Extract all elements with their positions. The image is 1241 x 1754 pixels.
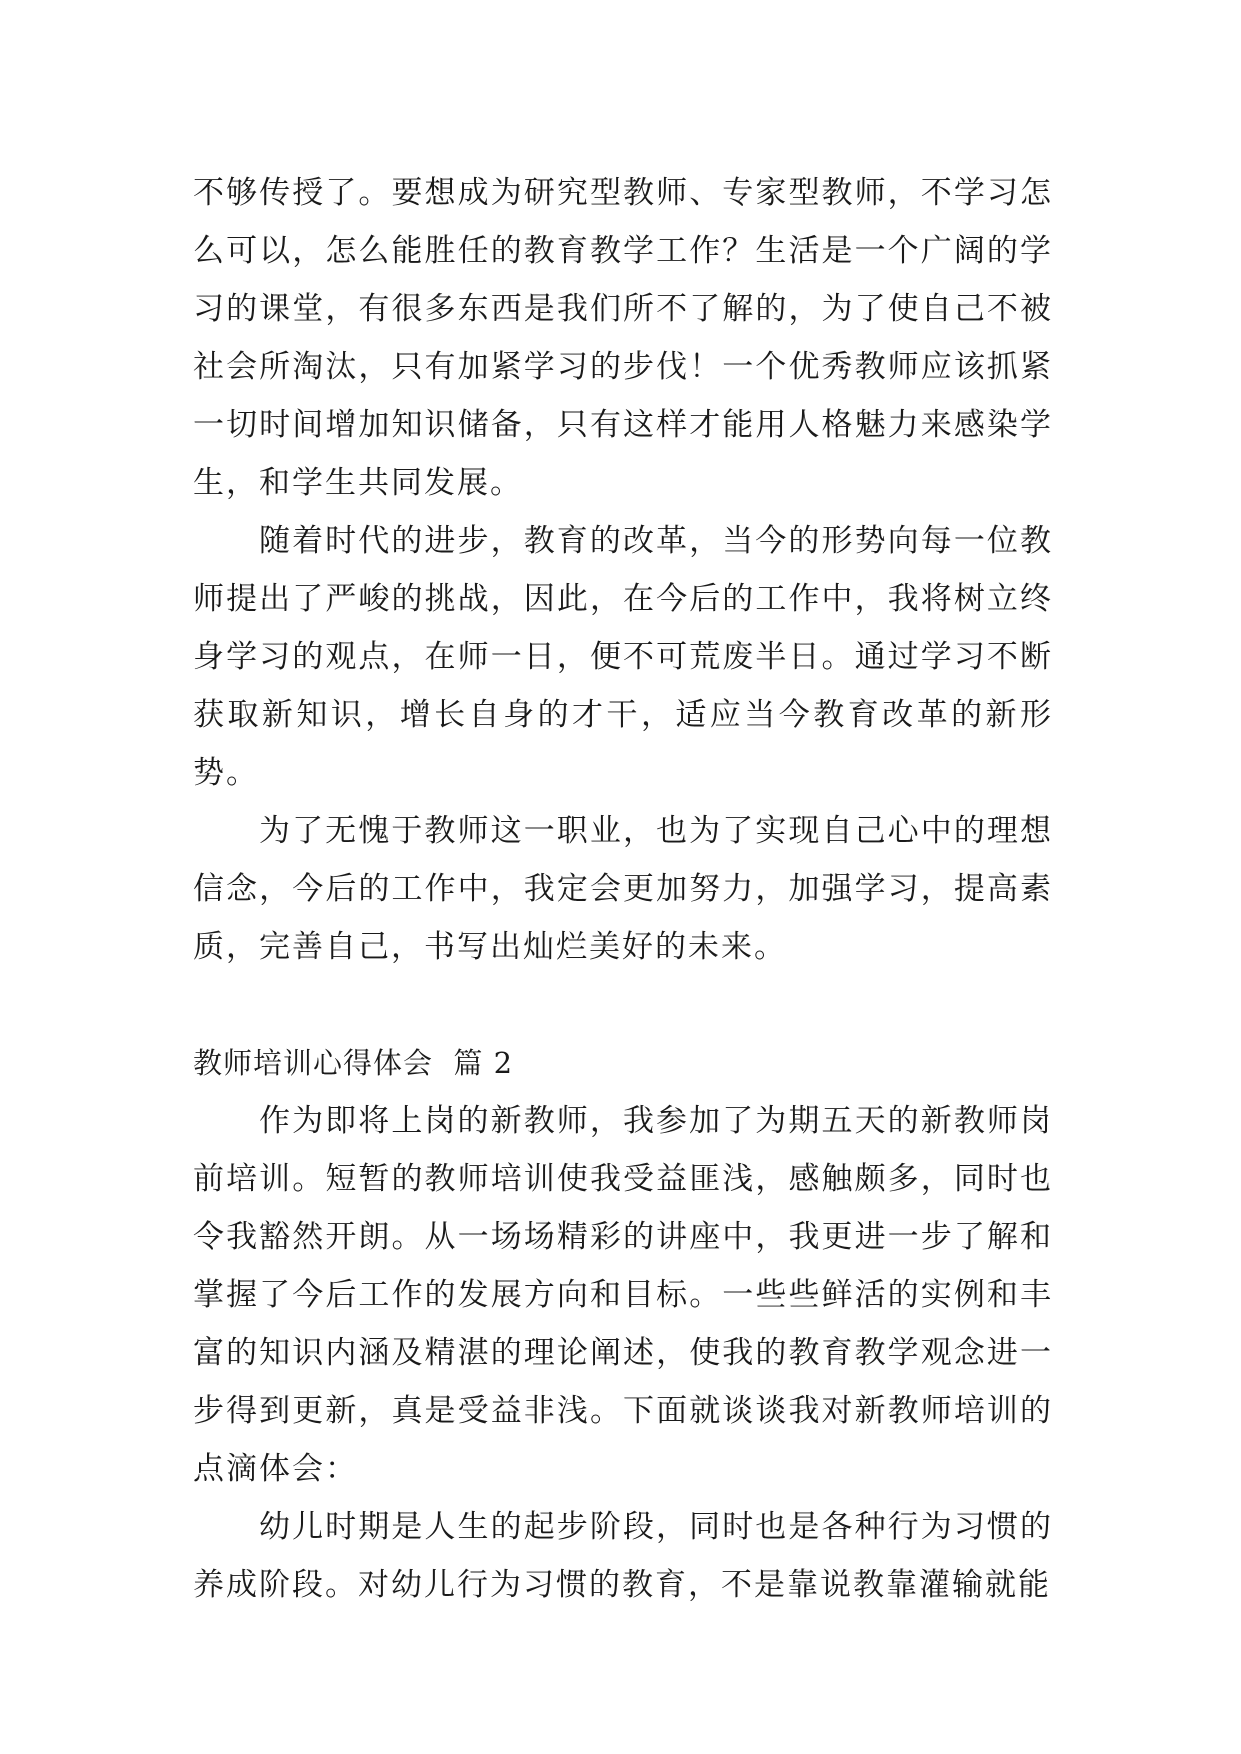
paragraph: 幼儿时期是人生的起步阶段，同时也是各种行为习惯的养成阶段。对幼儿行为习惯的教育，不是靠说教靠灌输就能 [193,1509,1053,1603]
paragraph: 随着时代的进步，教育的改革，当今的形势向每一位教师提出了严峻的挑战，因此，在今后的工作中，我将树立终身学习的观点，在师一日，便不可荒废半日。通过学习不断获取新知识，增长自身的才干，适应当今教育改革的新形势。 [193,523,1053,791]
paragraph: 作为即将上岗的新教师，我参加了为期五天的新教师岗前培训。短暂的教师培训使我受益匪浅，感触颇多，同时也令我豁然开朗。从一场场精彩的讲座中，我更进一步了解和掌握了今后工作的发展方向和目标。一些些鲜活的实例和丰富的知识内涵及精湛的理论阐述，使我的教育教学观念进一步得到更新，真是受益非浅。下面就谈谈我对新教师培训的点滴体会： [193,1103,1053,1487]
paragraph-continued: 不够传授了。要想成为研究型教师、专家型教师，不学习怎么可以，怎么能胜任的教育教学工作？生活是一个广阔的学习的课堂，有很多东西是我们所不了解的，为了使自己不被社会所淘汰，只有加紧学习的步伐！一个优秀教师应该抓紧一切时间增加知识储备，只有这样才能用人格魅力来感染学生，和学生共同发展。 [193,175,1053,501]
document-body [193,164,1053,1614]
paragraph: 为了无愧于教师这一职业，也为了实现自己心中的理想信念，今后的工作中，我定会更加努力，加强学习，提高素质，完善自己，书写出灿烂美好的未来。 [193,813,1053,965]
section-heading: 教师培训心得体会 篇 2 [193,1046,514,1080]
